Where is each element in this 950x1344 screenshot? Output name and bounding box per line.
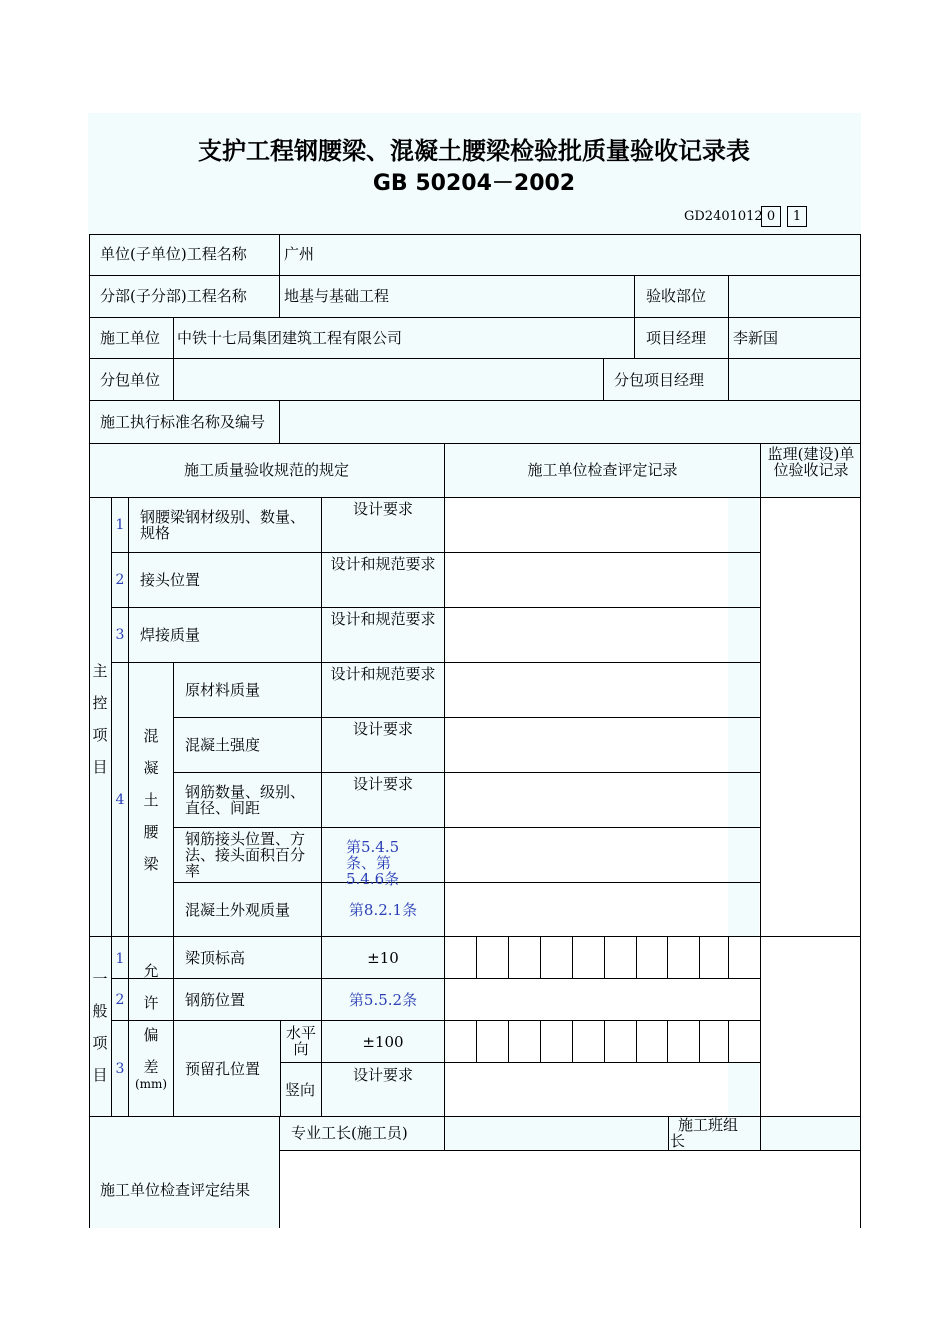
concrete-label-4: 腰 <box>143 823 159 841</box>
deviation-unit: (mm) <box>134 1077 168 1091</box>
concrete-item-req-1: 设计和规范要求 <box>330 665 436 683</box>
general-item-req-3a: ±100 <box>362 1033 404 1051</box>
document-title: 支护工程钢腰梁、混凝土腰梁检验批质量验收记录表 <box>198 137 750 165</box>
check-result-area[interactable] <box>280 1151 860 1228</box>
main-item-no-2: 2 <box>115 572 125 588</box>
sub-project-label: 分部(子分部)工程名称 <box>100 287 247 305</box>
foreman-value[interactable] <box>445 1117 668 1150</box>
team-leader-label: 施工班组长 <box>670 1116 739 1150</box>
col-header-supervisor: 监理(建设)单位验收记录 <box>767 445 855 479</box>
concrete-item-name-2: 混凝土强度 <box>185 736 261 754</box>
concrete-item-name-3: 钢筋数量、级别、直径、间距 <box>185 783 306 817</box>
main-items-label-3: 项 <box>92 726 108 744</box>
col-header-spec: 施工质量验收规范的规定 <box>183 461 349 479</box>
check-result-label: 施工单位检查评定结果 <box>100 1181 251 1199</box>
unit-project-value[interactable]: 广州 <box>284 245 315 263</box>
main-item-req-1: 设计要求 <box>352 500 413 518</box>
general-items-label-1: 一 <box>92 970 108 988</box>
sub-project-value[interactable]: 地基与基础工程 <box>284 287 390 305</box>
general-item-no-1: 1 <box>115 951 125 967</box>
unit-project-label: 单位(子单位)工程名称 <box>100 245 247 263</box>
main-item-name-1: 钢腰梁钢材级别、数量、规格 <box>140 508 306 542</box>
form-code: GD2401012 <box>684 209 763 224</box>
concrete-label-5: 梁 <box>143 855 159 873</box>
main-items-label-2: 控 <box>92 694 108 712</box>
concrete-item-req-4: 第5.4.5条、第5.4.6条 <box>346 838 400 888</box>
team-leader-value[interactable] <box>761 1117 860 1150</box>
main-items-label-1: 主 <box>92 662 108 680</box>
general-items-label-2: 般 <box>92 1002 108 1020</box>
main-items-label-4: 目 <box>92 758 108 776</box>
main-item-no-4: 4 <box>115 792 125 808</box>
general-item-no-3: 3 <box>115 1061 125 1077</box>
main-item-req-3: 设计和规范要求 <box>330 610 436 628</box>
concrete-label-3: 土 <box>143 791 159 809</box>
general-item-req-3b: 设计要求 <box>352 1066 413 1084</box>
contractor-value[interactable]: 中铁十七局集团建筑工程有限公司 <box>177 329 403 347</box>
sub-project-manager-label: 分包项目经理 <box>614 371 705 389</box>
general-item-req-2: 第5.5.2条 <box>348 991 418 1009</box>
deviation-label-2: 许 <box>143 994 159 1012</box>
col-header-contractor-record: 施工单位检查评定记录 <box>527 461 678 479</box>
concrete-item-req-3: 设计要求 <box>352 775 413 793</box>
main-item-name-3: 焊接质量 <box>140 626 201 644</box>
subcontractor-label: 分包单位 <box>100 371 161 389</box>
concrete-label-1: 混 <box>143 727 159 745</box>
main-item-no-3: 3 <box>115 627 125 643</box>
main-item-name-2: 接头位置 <box>140 571 201 589</box>
form-code-box-1: 0 <box>761 206 781 227</box>
main-item-req-2: 设计和规范要求 <box>330 555 436 573</box>
general-item-name-1: 梁顶标高 <box>185 949 246 967</box>
main-item-no-1: 1 <box>115 517 125 533</box>
general-item-name-3: 预留孔位置 <box>185 1060 261 1078</box>
deviation-label-3: 偏 <box>143 1026 159 1044</box>
contractor-label: 施工单位 <box>100 329 161 347</box>
general-item-dir-1: 水平向 <box>285 1024 316 1058</box>
deviation-label-4: 差 <box>143 1058 159 1076</box>
concrete-item-name-4: 钢筋接头位置、方法、接头面积百分率 <box>185 830 306 880</box>
general-item-no-2: 2 <box>115 992 125 1008</box>
exec-standard-label: 施工执行标准名称及编号 <box>100 413 266 431</box>
general-item-dir-2: 竖向 <box>285 1081 316 1099</box>
standard-code: GB 50204－2002 <box>372 171 576 196</box>
general-items-label-4: 目 <box>92 1066 108 1084</box>
general-items-label-3: 项 <box>92 1034 108 1052</box>
general-item-name-2: 钢筋位置 <box>185 991 246 1009</box>
acceptance-part-label: 验收部位 <box>646 287 707 305</box>
concrete-item-req-5: 第8.2.1条 <box>348 901 418 919</box>
project-manager-label: 项目经理 <box>646 329 707 347</box>
project-manager-value[interactable]: 李新国 <box>733 329 779 347</box>
concrete-item-name-5: 混凝土外观质量 <box>185 901 291 919</box>
foreman-label: 专业工长(施工员) <box>291 1124 408 1142</box>
concrete-label-2: 凝 <box>143 759 159 777</box>
deviation-label-1: 允 <box>143 962 159 980</box>
form-code-box-2: 1 <box>787 206 807 227</box>
general-item-req-1: ±10 <box>367 949 399 967</box>
concrete-item-name-1: 原材料质量 <box>185 681 261 699</box>
concrete-item-req-2: 设计要求 <box>352 720 413 738</box>
